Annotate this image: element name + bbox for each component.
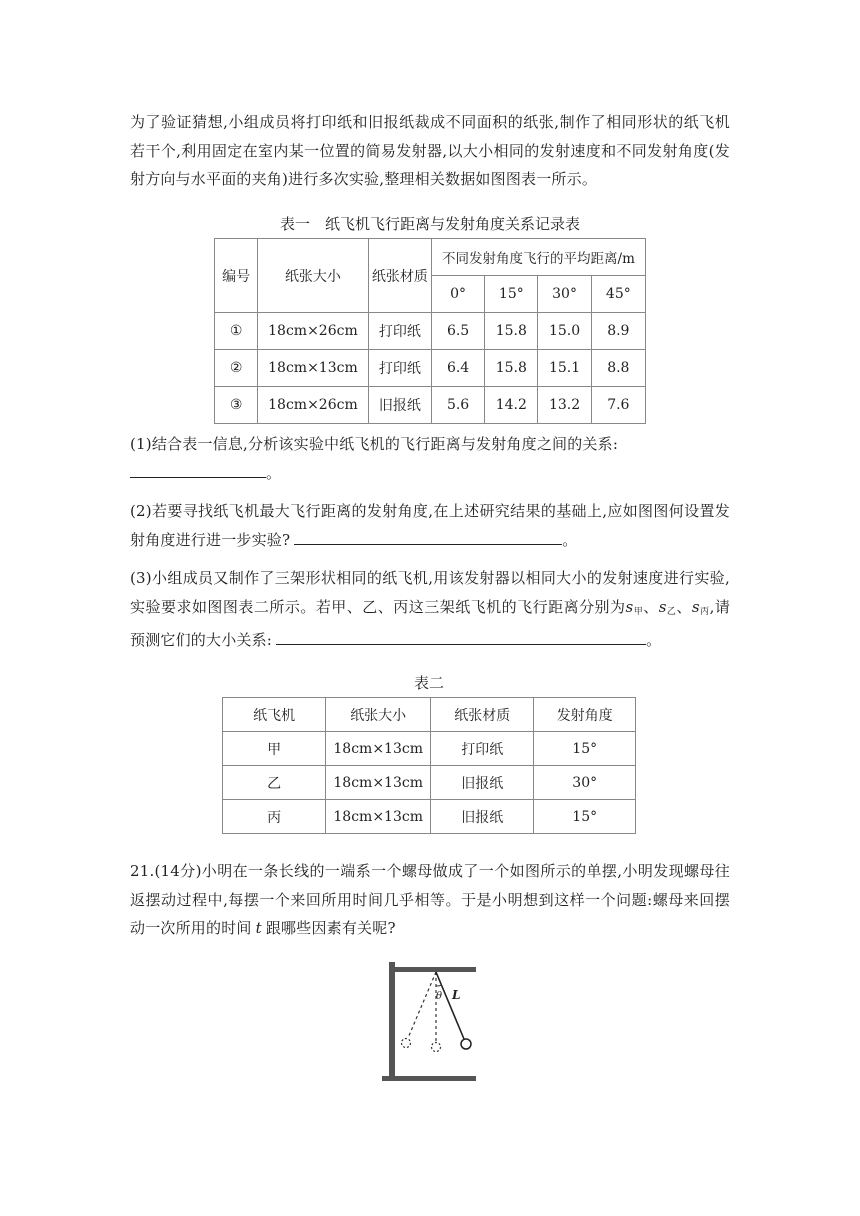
rest-bob [432,1043,441,1052]
table2-header: 纸飞机 [223,698,326,732]
table1-angle: 0° [431,276,484,313]
table-row [223,800,636,834]
question-2-end: 。 [562,530,578,549]
stand-post [389,962,395,1078]
table1-cell: 5.6 [431,387,484,424]
pendulum-bob [461,1039,471,1049]
table2-header: 纸张材质 [431,698,534,732]
table1 [214,238,646,424]
table2-header: 发射角度 [534,698,636,732]
table1-cell: 15.8 [485,350,538,387]
question-3-end: 。 [646,631,662,649]
left-bob [402,1039,411,1048]
stand-top-bar [389,967,476,972]
table1-cell: 旧报纸 [368,387,431,424]
table2-cell: 甲 [223,732,326,766]
var-s: s [625,597,634,616]
table1-header-id: 编号 [215,239,258,313]
theta-label: θ [436,991,443,1002]
table2-cell: 15° [534,800,636,834]
table-row [215,350,646,387]
table1-caption: 表一 纸飞机飞行距离与发射角度关系记录表 [279,215,580,233]
pendulum-string [436,972,464,1039]
question-21-text: 21.(14分)小明在一条长线的一端系一个螺母做成了一个如图所示的单摆,小明发现螺母往返摆动过程中,每摆一个来回所用时间几乎相等。于是小明想到这样一个问题:螺母来回摆动一次所用的时间 [130,862,730,937]
table1-cell: 打印纸 [368,350,431,387]
table1-header-material: 纸张材质 [368,239,431,313]
table2-header: 纸张大小 [326,698,431,732]
table2-cell: 18cm×13cm [326,800,431,834]
table1-cell: 8.9 [591,313,645,350]
table-row [223,766,636,800]
table1-cell: 打印纸 [368,313,431,350]
table-row [215,313,646,350]
answer-blank-1[interactable] [130,463,266,478]
table2-cell: 18cm×13cm [326,732,431,766]
sub-bing: 丙 [699,606,710,617]
table2-cell: 旧报纸 [431,800,534,834]
answer-blank-3[interactable] [276,630,646,645]
table2-cell: 15° [534,732,636,766]
var-s: s [658,597,667,616]
table2 [222,697,636,834]
question-3-text: (3)小组成员又制作了三架形状相同的纸飞机,用该发射器以相同大小的发射速度进行实验,实验要求如图图表二所示。若甲、乙、丙这三架纸飞机的飞行距离分别为 [130,569,730,616]
var-t: t [255,919,262,937]
question-21 [130,857,730,943]
table1-cell: 15.1 [538,350,591,387]
table1-angle: 15° [485,276,538,313]
left-string [408,972,436,1038]
table1-cell: 6.4 [431,350,484,387]
table-row [223,732,636,766]
length-label: L [452,988,461,1002]
question-2 [130,497,730,554]
sep: 、 [643,597,659,616]
question-2-text: (2)若要寻找纸飞机最大飞行距离的发射角度,在上述研究结果的基础上,应如图图何设置发射角度进行进一步实验? [130,502,730,549]
sep: 、 [676,597,692,616]
table1-cell: 18cm×26cm [258,387,369,424]
table2-caption: 表二 [413,674,444,692]
table1-cell: 18cm×13cm [258,350,369,387]
table1-cell: 13.2 [538,387,591,424]
table2-cell: 打印纸 [431,732,534,766]
table2-cell: 30° [534,766,636,800]
table1-cell: 7.6 [591,387,645,424]
pendulum-figure [380,958,480,1084]
intro-paragraph: 为了验证猜想,小组成员将打印纸和旧报纸裁成不同面积的纸张,制作了相同形状的纸飞机若干个,利用固定在室内某一位置的简易发射器,以大小相同的发射速度和不同发射角度(发射方向与水平面的夹角)进行多次实验,整理相关数据如图图表一所示。 [130,113,730,188]
sub-jia: 甲 [633,606,644,617]
question-3-tail: ,请预测它们的大小关系: [130,597,731,649]
table1-angle: 45° [591,276,645,313]
table-row [215,387,646,424]
question-1-text: (1)结合表一信息,分析该实验中纸飞机的飞行距离与发射角度之间的关系: [130,435,619,453]
question-1-end: 。 [266,463,282,482]
table1-header-group: 不同发射角度飞行的平均距离/m [431,239,645,276]
table2-cell: 18cm×13cm [326,766,431,800]
question-21-text-2: 跟哪些因素有关呢? [265,919,396,937]
stand-base [382,1076,476,1081]
table1-cell: 18cm×26cm [258,313,369,350]
question-1 [130,430,730,487]
table2-cell: 旧报纸 [431,766,534,800]
table1-cell: 15.8 [485,313,538,350]
table1-cell: 14.2 [485,387,538,424]
table2-cell: 丙 [223,800,326,834]
table1-cell: 6.5 [431,313,484,350]
table1-angle: 30° [538,276,591,313]
sub-yi: 乙 [666,606,677,617]
table1-cell: 8.8 [591,350,645,387]
table1-header-size: 纸张大小 [258,239,369,313]
question-3 [130,564,730,655]
answer-blank-2[interactable] [294,530,562,545]
table1-cell: 15.0 [538,313,591,350]
table1-cell: ② [215,350,258,387]
var-s: s [691,597,700,616]
table2-cell: 乙 [223,766,326,800]
table1-cell: ③ [215,387,258,424]
table1-cell: ① [215,313,258,350]
